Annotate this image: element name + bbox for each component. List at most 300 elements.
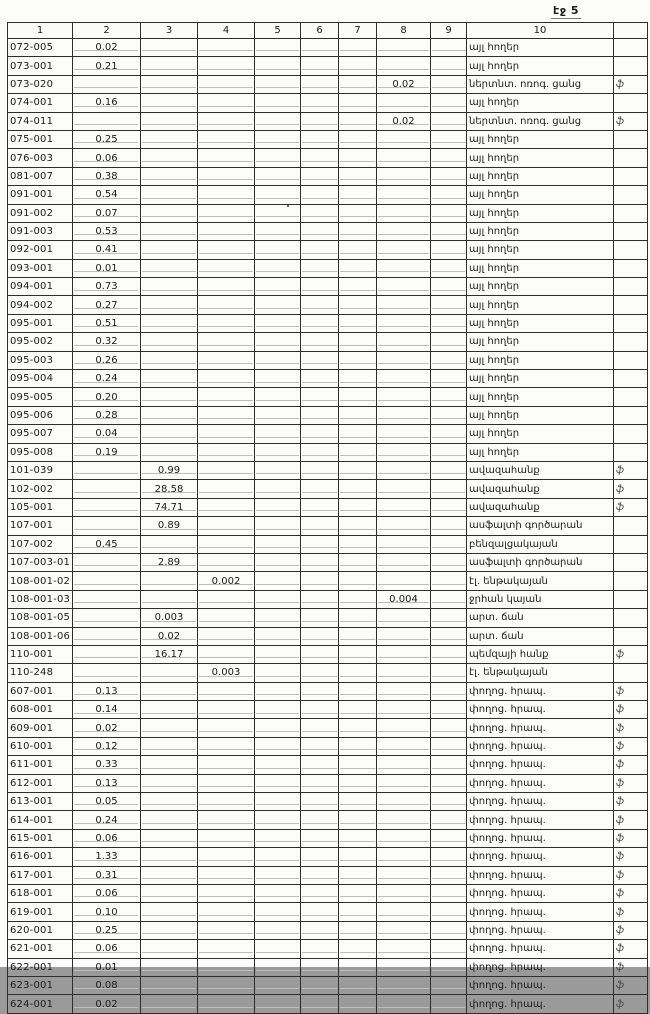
- table-row: [8, 241, 648, 259]
- area-value-cell: [255, 866, 301, 884]
- area-value-cell: [431, 958, 467, 976]
- area-value-cell: [141, 701, 198, 719]
- area-value-cell: 0.02: [73, 719, 141, 737]
- area-value-cell: [198, 553, 255, 571]
- area-value-cell: [301, 609, 339, 627]
- column-header: 2: [73, 23, 141, 39]
- area-value-cell: 0.24: [73, 811, 141, 829]
- table-row: [8, 940, 648, 958]
- land-use-label-cell: այլ հողեր: [467, 94, 614, 112]
- area-value-cell: [141, 370, 198, 388]
- area-value-cell: [339, 866, 377, 884]
- area-value-cell: [339, 388, 377, 406]
- area-value-cell: [339, 204, 377, 222]
- area-value-cell: [141, 921, 198, 939]
- page-number-label: էջ 5: [553, 4, 579, 17]
- area-value-cell: [198, 130, 255, 148]
- parcel-code-cell: 110-248: [8, 664, 73, 682]
- area-value-cell: [301, 388, 339, 406]
- parcel-code-cell: 101-039: [8, 461, 73, 479]
- area-value-cell: [431, 940, 467, 958]
- area-value-cell: [339, 314, 377, 332]
- area-value-cell: [431, 682, 467, 700]
- area-value-cell: [339, 682, 377, 700]
- area-value-cell: [377, 94, 431, 112]
- area-value-cell: [255, 278, 301, 296]
- area-value-cell: [339, 75, 377, 93]
- area-value-cell: [198, 186, 255, 204]
- area-value-cell: [339, 921, 377, 939]
- area-value-cell: [377, 884, 431, 902]
- area-value-cell: [431, 737, 467, 755]
- area-value-cell: [301, 903, 339, 921]
- area-value-cell: [198, 314, 255, 332]
- parcel-code-cell: 105-001: [8, 498, 73, 516]
- area-value-cell: [141, 829, 198, 847]
- area-value-cell: [301, 259, 339, 277]
- margin-mark: [614, 351, 648, 369]
- parcel-code-cell: 108-001-06: [8, 627, 73, 645]
- area-value-cell: 0.73: [73, 278, 141, 296]
- area-value-cell: 0.53: [73, 222, 141, 240]
- area-value-cell: [198, 590, 255, 608]
- margin-mark: ֆ: [614, 719, 648, 737]
- area-value-cell: [141, 75, 198, 93]
- area-value-cell: [141, 590, 198, 608]
- area-value-cell: [377, 572, 431, 590]
- margin-mark: ֆ: [614, 112, 648, 130]
- margin-mark: ֆ: [614, 75, 648, 93]
- margin-mark: [614, 186, 648, 204]
- area-value-cell: [301, 425, 339, 443]
- land-use-label-cell: փողոց. հրապ.: [467, 903, 614, 921]
- scan-artifact-dot: [287, 205, 289, 207]
- area-value-cell: [73, 627, 141, 645]
- parcel-code-cell: 091-001: [8, 186, 73, 204]
- parcel-code-cell: 619-001: [8, 903, 73, 921]
- area-value-cell: 0.13: [73, 774, 141, 792]
- area-value-cell: [339, 498, 377, 516]
- area-value-cell: [431, 848, 467, 866]
- margin-mark: [614, 664, 648, 682]
- margin-mark: ֆ: [614, 774, 648, 792]
- parcel-code-cell: 094-001: [8, 278, 73, 296]
- area-value-cell: [339, 351, 377, 369]
- land-use-label-cell: փողոց. հրապ.: [467, 884, 614, 902]
- parcel-code-cell: 095-002: [8, 333, 73, 351]
- area-value-cell: 0.07: [73, 204, 141, 222]
- land-use-label-cell: փողոց. հրապ.: [467, 701, 614, 719]
- area-value-cell: [431, 130, 467, 148]
- area-value-cell: [377, 333, 431, 351]
- table-row: [8, 112, 648, 130]
- area-value-cell: [377, 222, 431, 240]
- parcel-code-cell: 607-001: [8, 682, 73, 700]
- area-value-cell: 1.33: [73, 848, 141, 866]
- area-value-cell: [431, 572, 467, 590]
- area-value-cell: [301, 314, 339, 332]
- table-row: [8, 756, 648, 774]
- area-value-cell: [255, 756, 301, 774]
- area-value-cell: [339, 756, 377, 774]
- area-value-cell: [377, 443, 431, 461]
- margin-mark: [614, 296, 648, 314]
- area-value-cell: [301, 75, 339, 93]
- area-value-cell: [255, 388, 301, 406]
- land-use-label-cell: այլ հողեր: [467, 370, 614, 388]
- area-value-cell: [255, 186, 301, 204]
- area-value-cell: [255, 903, 301, 921]
- area-value-cell: [198, 958, 255, 976]
- area-value-cell: [198, 57, 255, 75]
- margin-mark: ֆ: [614, 866, 648, 884]
- area-value-cell: [198, 829, 255, 847]
- area-value-cell: [377, 167, 431, 185]
- area-value-cell: 0.06: [73, 884, 141, 902]
- area-value-cell: [431, 756, 467, 774]
- area-value-cell: [301, 921, 339, 939]
- area-value-cell: [255, 940, 301, 958]
- land-use-label-cell: ավազահանք: [467, 498, 614, 516]
- land-use-label-cell: արտ. ճան: [467, 627, 614, 645]
- land-use-label-cell: այլ հողեր: [467, 149, 614, 167]
- area-value-cell: [301, 958, 339, 976]
- area-value-cell: [377, 774, 431, 792]
- area-value-cell: [301, 296, 339, 314]
- area-value-cell: [339, 112, 377, 130]
- area-value-cell: [339, 829, 377, 847]
- land-use-label-cell: այլ հողեր: [467, 314, 614, 332]
- area-value-cell: [339, 517, 377, 535]
- parcel-code-cell: 095-001: [8, 314, 73, 332]
- area-value-cell: [255, 811, 301, 829]
- land-use-label-cell: փողոց. հրապ.: [467, 774, 614, 792]
- land-use-label-cell: ասֆալտի գործարան: [467, 553, 614, 571]
- area-value-cell: [339, 167, 377, 185]
- area-value-cell: [339, 664, 377, 682]
- area-value-cell: [198, 94, 255, 112]
- land-use-label-cell: այլ հողեր: [467, 406, 614, 424]
- area-value-cell: [339, 590, 377, 608]
- area-value-cell: [431, 333, 467, 351]
- area-value-cell: [141, 39, 198, 57]
- area-value-cell: [339, 848, 377, 866]
- area-value-cell: [377, 866, 431, 884]
- margin-mark: ֆ: [614, 811, 648, 829]
- parcel-code-cell: 094-002: [8, 296, 73, 314]
- table-row: [8, 75, 648, 93]
- margin-spacer: [614, 23, 648, 39]
- area-value-cell: [339, 296, 377, 314]
- margin-mark: ֆ: [614, 884, 648, 902]
- area-value-cell: [339, 903, 377, 921]
- margin-mark: [614, 370, 648, 388]
- margin-mark: ֆ: [614, 645, 648, 663]
- area-value-cell: 28.58: [141, 480, 198, 498]
- area-value-cell: [141, 351, 198, 369]
- land-use-label-cell: էլ. ենթակայան: [467, 664, 614, 682]
- column-header: 8: [377, 23, 431, 39]
- area-value-cell: [73, 664, 141, 682]
- area-value-cell: [431, 921, 467, 939]
- area-value-cell: 0.25: [73, 130, 141, 148]
- area-value-cell: [301, 884, 339, 902]
- area-value-cell: [431, 793, 467, 811]
- area-value-cell: [141, 774, 198, 792]
- area-value-cell: [198, 719, 255, 737]
- area-value-cell: [141, 756, 198, 774]
- area-value-cell: [198, 388, 255, 406]
- table-row: [8, 443, 648, 461]
- table-row: [8, 94, 648, 112]
- area-value-cell: 0.32: [73, 333, 141, 351]
- area-value-cell: [377, 995, 431, 1013]
- land-use-label-cell: այլ հողեր: [467, 259, 614, 277]
- area-value-cell: [141, 976, 198, 994]
- parcel-code-cell: 609-001: [8, 719, 73, 737]
- area-value-cell: [301, 461, 339, 479]
- area-value-cell: 0.02: [377, 75, 431, 93]
- area-value-cell: [377, 241, 431, 259]
- area-value-cell: [431, 149, 467, 167]
- area-value-cell: [255, 94, 301, 112]
- area-value-cell: [377, 553, 431, 571]
- area-value-cell: [73, 590, 141, 608]
- margin-mark: ֆ: [614, 995, 648, 1013]
- area-value-cell: [377, 259, 431, 277]
- area-value-cell: [431, 204, 467, 222]
- area-value-cell: [431, 976, 467, 994]
- area-value-cell: [141, 425, 198, 443]
- area-value-cell: [301, 167, 339, 185]
- parcel-code-cell: 093-001: [8, 259, 73, 277]
- area-value-cell: 0.02: [377, 112, 431, 130]
- area-value-cell: [431, 498, 467, 516]
- area-value-cell: [198, 866, 255, 884]
- table-row: [8, 333, 648, 351]
- margin-mark: ֆ: [614, 461, 648, 479]
- area-value-cell: [377, 370, 431, 388]
- parcel-code-cell: 612-001: [8, 774, 73, 792]
- column-header: 10: [467, 23, 614, 39]
- land-use-label-cell: այլ հողեր: [467, 204, 614, 222]
- area-value-cell: [431, 112, 467, 130]
- land-use-label-cell: փողոց. հրապ.: [467, 811, 614, 829]
- parcel-code-cell: 621-001: [8, 940, 73, 958]
- area-value-cell: [301, 370, 339, 388]
- area-value-cell: [255, 958, 301, 976]
- area-value-cell: [255, 39, 301, 57]
- area-value-cell: [339, 645, 377, 663]
- area-value-cell: [431, 39, 467, 57]
- area-value-cell: [431, 296, 467, 314]
- area-value-cell: [339, 701, 377, 719]
- area-value-cell: [431, 719, 467, 737]
- land-use-label-cell: այլ հողեր: [467, 388, 614, 406]
- area-value-cell: [198, 278, 255, 296]
- area-value-cell: [377, 535, 431, 553]
- margin-mark: [614, 425, 648, 443]
- parcel-code-cell: 108-001-05: [8, 609, 73, 627]
- area-value-cell: [141, 682, 198, 700]
- table-row: [8, 149, 648, 167]
- parcel-code-cell: 611-001: [8, 756, 73, 774]
- land-use-label-cell: այլ հողեր: [467, 39, 614, 57]
- margin-mark: [614, 94, 648, 112]
- margin-mark: ֆ: [614, 793, 648, 811]
- margin-mark: [614, 39, 648, 57]
- area-value-cell: [431, 480, 467, 498]
- area-value-cell: [198, 940, 255, 958]
- parcel-code-cell: 618-001: [8, 884, 73, 902]
- land-use-label-cell: ավազահանք: [467, 480, 614, 498]
- area-value-cell: [339, 370, 377, 388]
- column-header: 3: [141, 23, 198, 39]
- margin-mark: [614, 57, 648, 75]
- margin-mark: [614, 278, 648, 296]
- table-row: [8, 829, 648, 847]
- area-value-cell: [255, 461, 301, 479]
- area-value-cell: [198, 903, 255, 921]
- area-value-cell: [198, 112, 255, 130]
- parcel-code-cell: 624-001: [8, 995, 73, 1013]
- area-value-cell: [301, 278, 339, 296]
- area-value-cell: [339, 186, 377, 204]
- parcel-code-cell: 620-001: [8, 921, 73, 939]
- area-value-cell: 0.26: [73, 351, 141, 369]
- area-value-cell: 0.25: [73, 921, 141, 939]
- area-value-cell: 0.28: [73, 406, 141, 424]
- table-header-row: [8, 23, 648, 39]
- parcel-code-cell: 608-001: [8, 701, 73, 719]
- table-row: [8, 204, 648, 222]
- area-value-cell: [339, 259, 377, 277]
- table-row: [8, 921, 648, 939]
- land-use-label-cell: բենզալցակայան: [467, 535, 614, 553]
- area-value-cell: [141, 903, 198, 921]
- area-value-cell: [339, 995, 377, 1013]
- area-value-cell: 0.24: [73, 370, 141, 388]
- land-use-label-cell: փողոց. հրապ.: [467, 829, 614, 847]
- area-value-cell: [301, 976, 339, 994]
- land-use-label-cell: այլ հողեր: [467, 351, 614, 369]
- margin-mark: [614, 259, 648, 277]
- area-value-cell: [73, 517, 141, 535]
- margin-mark: ֆ: [614, 940, 648, 958]
- area-value-cell: [198, 480, 255, 498]
- area-value-cell: [301, 590, 339, 608]
- area-value-cell: [301, 627, 339, 645]
- area-value-cell: [198, 645, 255, 663]
- area-value-cell: [198, 517, 255, 535]
- area-value-cell: [255, 222, 301, 240]
- area-value-cell: [255, 425, 301, 443]
- parcel-code-cell: 095-007: [8, 425, 73, 443]
- area-value-cell: [377, 480, 431, 498]
- margin-mark: ֆ: [614, 498, 648, 516]
- area-value-cell: [301, 333, 339, 351]
- area-value-cell: [141, 719, 198, 737]
- area-value-cell: [141, 222, 198, 240]
- area-value-cell: 2.89: [141, 553, 198, 571]
- area-value-cell: [198, 701, 255, 719]
- area-value-cell: [141, 333, 198, 351]
- area-value-cell: [301, 682, 339, 700]
- area-value-cell: [339, 553, 377, 571]
- parcel-code-cell: 092-001: [8, 241, 73, 259]
- table-body: [8, 39, 648, 1014]
- area-value-cell: [198, 793, 255, 811]
- margin-mark: [614, 572, 648, 590]
- area-value-cell: [339, 793, 377, 811]
- area-value-cell: [339, 535, 377, 553]
- area-value-cell: 0.54: [73, 186, 141, 204]
- area-value-cell: [255, 921, 301, 939]
- parcel-code-cell: 076-003: [8, 149, 73, 167]
- area-value-cell: [198, 682, 255, 700]
- area-value-cell: [73, 75, 141, 93]
- area-value-cell: [339, 609, 377, 627]
- area-value-cell: [198, 370, 255, 388]
- area-value-cell: 0.002: [198, 572, 255, 590]
- land-use-label-cell: փողոց. հրապ.: [467, 940, 614, 958]
- area-value-cell: [141, 278, 198, 296]
- area-value-cell: [255, 737, 301, 755]
- area-value-cell: [339, 572, 377, 590]
- area-value-cell: [73, 112, 141, 130]
- margin-mark: [614, 222, 648, 240]
- table-row: [8, 167, 648, 185]
- table-row: [8, 351, 648, 369]
- land-use-label-cell: այլ հողեր: [467, 222, 614, 240]
- area-value-cell: [198, 921, 255, 939]
- area-value-cell: [141, 737, 198, 755]
- area-value-cell: [255, 498, 301, 516]
- area-value-cell: [141, 884, 198, 902]
- area-value-cell: 0.02: [73, 995, 141, 1013]
- area-value-cell: 0.19: [73, 443, 141, 461]
- area-value-cell: [301, 112, 339, 130]
- area-value-cell: [377, 57, 431, 75]
- table-row: [8, 793, 648, 811]
- area-value-cell: [377, 848, 431, 866]
- area-value-cell: [431, 75, 467, 93]
- area-value-cell: 0.01: [73, 958, 141, 976]
- area-value-cell: [141, 958, 198, 976]
- area-value-cell: [377, 425, 431, 443]
- area-value-cell: [301, 774, 339, 792]
- margin-mark: [614, 314, 648, 332]
- area-value-cell: [255, 204, 301, 222]
- area-value-cell: [198, 884, 255, 902]
- area-value-cell: [198, 425, 255, 443]
- area-value-cell: [198, 167, 255, 185]
- area-value-cell: [198, 149, 255, 167]
- margin-mark: ֆ: [614, 701, 648, 719]
- area-value-cell: [339, 627, 377, 645]
- margin-mark: [614, 553, 648, 571]
- area-value-cell: 0.41: [73, 241, 141, 259]
- table-row: [8, 627, 648, 645]
- area-value-cell: [255, 719, 301, 737]
- area-value-cell: [141, 406, 198, 424]
- margin-mark: ֆ: [614, 480, 648, 498]
- margin-mark: [614, 149, 648, 167]
- area-value-cell: [431, 903, 467, 921]
- land-use-label-cell: պեմզայի հանք: [467, 645, 614, 663]
- area-value-cell: [301, 995, 339, 1013]
- margin-mark: ֆ: [614, 682, 648, 700]
